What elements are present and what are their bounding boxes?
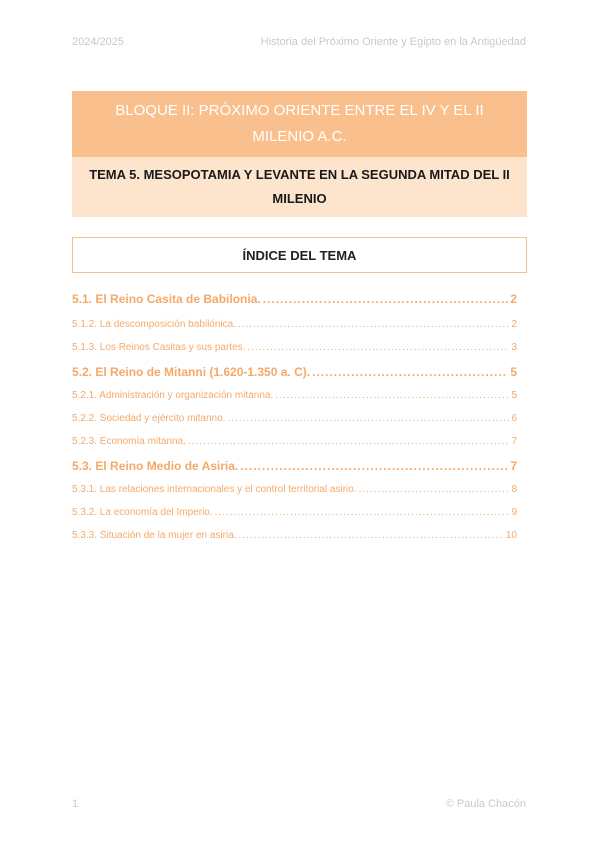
- block-title: BLOQUE II: PRÓXIMO ORIENTE ENTRE EL IV Y EL II MILENIO A.C.: [115, 102, 484, 145]
- toc-entry[interactable]: [72, 390, 517, 401]
- toc-dot-leader: [312, 365, 508, 379]
- toc-entry[interactable]: [72, 436, 517, 447]
- toc-entry-text: 5.1.2. La descomposición babilónica.: [72, 319, 236, 330]
- toc-dot-leader: [359, 484, 510, 495]
- toc-entry[interactable]: [72, 530, 517, 541]
- toc-page-number: 3: [511, 342, 517, 353]
- toc-entry-text: 5.1. El Reino Casita de Babilonia.: [72, 292, 261, 306]
- footer-author: © Paula Chacón: [445, 798, 526, 810]
- footer-page-number: 1: [72, 798, 79, 810]
- toc-dot-leader: [247, 342, 509, 353]
- toc-dot-leader: [263, 292, 509, 306]
- toc-page-number: 8: [511, 484, 517, 495]
- index-heading: ÍNDICE DEL TEMA: [242, 247, 357, 263]
- toc-page-number: 5: [510, 365, 517, 379]
- toc-entry-text: 5.2.3. Economía mitanna.: [72, 436, 186, 447]
- toc-page-number: 6: [511, 413, 517, 424]
- block-title-banner: [72, 91, 527, 157]
- toc-page-number: 10: [505, 530, 517, 541]
- toc-entry-text: 5.2. El Reino de Mitanni (1.620-1.350 a. C).: [72, 365, 311, 379]
- toc-entry[interactable]: [72, 319, 517, 330]
- toc-entry[interactable]: [72, 484, 517, 495]
- toc-entry-text: 5.3. El Reino Medio de Asiria.: [72, 459, 239, 473]
- toc-page-number: 2: [510, 292, 517, 306]
- toc-entry[interactable]: [72, 292, 517, 306]
- topic-title: TEMA 5. MESOPOTAMIA Y LEVANTE EN LA SEGUNDA MITAD DEL II MILENIO: [89, 167, 510, 206]
- topic-title-banner: [72, 157, 527, 217]
- toc-entry-text: 5.3.3. Situación de la mujer en asiria.: [72, 530, 237, 541]
- toc-page-number: 9: [511, 507, 517, 518]
- toc-dot-leader: [215, 507, 510, 518]
- toc-entry-text: 5.3.1. Las relaciones internacionales y el control territorial asirio.: [72, 484, 357, 495]
- toc-entry-text: 5.1.3. Los Reinos Casitas y sus partes.: [72, 342, 246, 353]
- toc-entry-text: 5.3.2. La economía del Imperio.: [72, 507, 213, 518]
- toc-page-number: 7: [510, 459, 517, 473]
- header-year: 2024/2025: [72, 36, 124, 48]
- toc-page-number: 7: [511, 436, 517, 447]
- toc-dot-leader: [238, 319, 509, 330]
- index-heading-box: [72, 237, 527, 273]
- toc-page-number: 5: [511, 390, 517, 401]
- toc-page-number: 2: [511, 319, 517, 330]
- toc-dot-leader: [275, 390, 509, 401]
- header-course-title: Historia del Próximo Oriente y Egipto en la Antigüedad: [260, 36, 526, 48]
- toc-entry[interactable]: [72, 507, 517, 518]
- toc-dot-leader: [188, 436, 509, 447]
- toc-entry[interactable]: [72, 459, 517, 473]
- toc-entry-text: 5.2.2. Sociedad y ejército mitanno.: [72, 413, 226, 424]
- toc-dot-leader: [239, 530, 504, 541]
- toc-entry[interactable]: [72, 342, 517, 353]
- toc-entry-text: 5.2.1. Administración y organización mitanna.: [72, 390, 274, 401]
- toc-entry[interactable]: [72, 413, 517, 424]
- toc-dot-leader: [240, 459, 508, 473]
- toc-dot-leader: [227, 413, 509, 424]
- toc-entry[interactable]: [72, 365, 517, 379]
